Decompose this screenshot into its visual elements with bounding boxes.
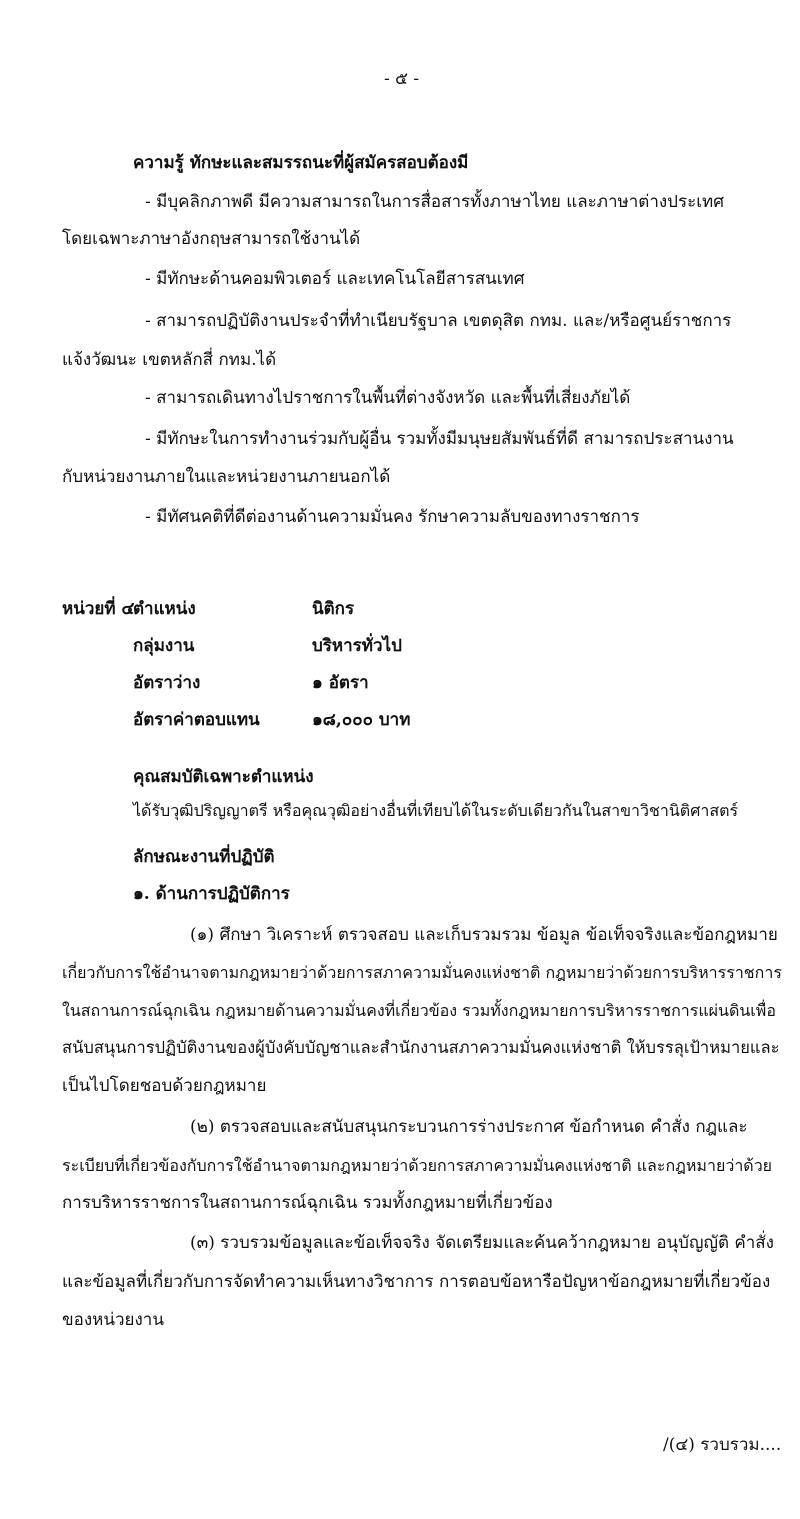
qualification-heading: คุณสมบัติเฉพาะตำแหน่ง [133,767,314,787]
list-item: - มีทักษะในการทำงานร่วมกับผู้อื่น รวมทั้งมีมนุษยสัมพันธ์ที่ดี สามารถประสานงาน [145,429,734,449]
duty-item-continuation: เกี่ยวกับการใช้อำนาจตามกฎหมายว่าด้วยการสภาความมั่นคงแห่งชาติ กฎหมายว่าด้วยการบริหารราชการ [62,963,782,982]
list-item-continuation: กับหน่วยงานภายในและหน่วยงานภายนอกได้ [62,467,391,487]
continuation-marker: /(๔) รวบรวม.... [663,1435,782,1455]
duties-heading: ลักษณะงานที่ปฏิบัติ [133,847,275,867]
duty-item-continuation: ในสถานการณ์ฉุกเฉิน กฎหมายด้านความมั่นคงที่เกี่ยวข้อง รวมทั้งกฎหมายการบริหารราชการแผ่นดินเพื่อ [62,1001,776,1020]
duty-item: (๑) ศึกษา วิเคราะห์ ตรวจสอบ และเก็บรวมรวม ข้อมูล ข้อเท็จจริงและข้อกฎหมาย [190,925,778,945]
duty-item-continuation: และข้อมูลที่เกี่ยวกับการจัดทำความเห็นทางวิชาการ การตอบข้อหารือปัญหาข้อกฎหมายที่เกี่ยวข้อง [62,1272,771,1292]
field-label-vacancy: อัตราว่าง [133,673,201,693]
section-heading: ความรู้ ทักษะและสมรรถนะที่ผู้สมัครสอบต้องมี [133,153,469,173]
list-item: - มีทักษะด้านคอมพิวเตอร์ และเทคโนโลยีสารสนเทศ [145,269,525,289]
list-item: - มีทัศนคติที่ดีต่องานด้านความมั่นคง รักษาความลับของทางราชการ [145,507,640,527]
list-item: - สามารถเดินทางไปราชการในพื้นที่ต่างจังหวัด และพื้นที่เสี่ยงภัยได้ [145,388,631,408]
field-label-group: กลุ่มงาน [133,636,195,656]
duty-item: (๓) รวบรวมข้อมูลและข้อเท็จจริง จัดเตรียมและค้นคว้ากฎหมาย อนุบัญญัติ คำสั่ง [190,1233,774,1253]
list-item: - สามารถปฏิบัติงานประจำที่ทำเนียบรัฐบาล เขตดุสิต กทม. และ/หรือศูนย์ราชการ [145,311,732,331]
duty-item-continuation: การบริหารราชการในสถานการณ์ฉุกเฉิน รวมทั้งกฎหมายที่เกี่ยวข้อง [62,1193,553,1213]
field-value-group: บริหารทั่วไป [312,636,402,656]
field-value-position: นิติกร [312,599,355,619]
list-item-continuation: โดยเฉพาะภาษาอังกฤษสามารถใช้งานได้ [62,229,361,249]
list-item: - มีบุคลิกภาพดี มีความสามารถในการสื่อสารทั้งภาษาไทย และภาษาต่างประเทศ [145,192,725,212]
duty-item-continuation: สนับสนุนการปฏิบัติงานของผู้บังคับบัญชาและสำนักงานสภาความมั่นคงแห่งชาติ ให้บรรลุเป้าหมายและ [62,1038,780,1057]
duty-item: (๒) ตรวจสอบและสนับสนุนกระบวนการร่างประกาศ ข้อกำหนด คำสั่ง กฎและ [190,1117,748,1137]
duty-item-continuation: ของหน่วยงาน [62,1310,164,1330]
field-label-salary: อัตราค่าตอบแทน [133,710,260,730]
page-number: - ๕ - [384,69,420,89]
qualification-text: ได้รับวุฒิปริญญาตรี หรือคุณวุฒิอย่างอื่นที่เทียบได้ในระดับเดียวกันในสาขาวิชานิติศาสตร์ [133,801,739,820]
field-label-position: ตำแหน่ง [133,599,196,619]
field-value-salary: ๑๘,๐๐๐ บาท [312,710,411,730]
duties-subheading: ๑. ด้านการปฏิบัติการ [133,884,290,904]
duty-item-continuation: เป็นไปโดยชอบด้วยกฎหมาย [62,1076,267,1096]
field-value-vacancy: ๑ อัตรา [312,673,369,693]
list-item-continuation: แจ้งวัฒนะ เขตหลักสี่ กทม.ได้ [62,350,277,370]
unit-label: หน่วยที่ ๔ [62,599,135,619]
duty-item-continuation: ระเบียบที่เกี่ยวข้องกับการใช้อำนาจตามกฎหมายว่าด้วยการสภาความมั่นคงแห่งชาติ และกฎหมายว่าด้วย [62,1156,773,1175]
